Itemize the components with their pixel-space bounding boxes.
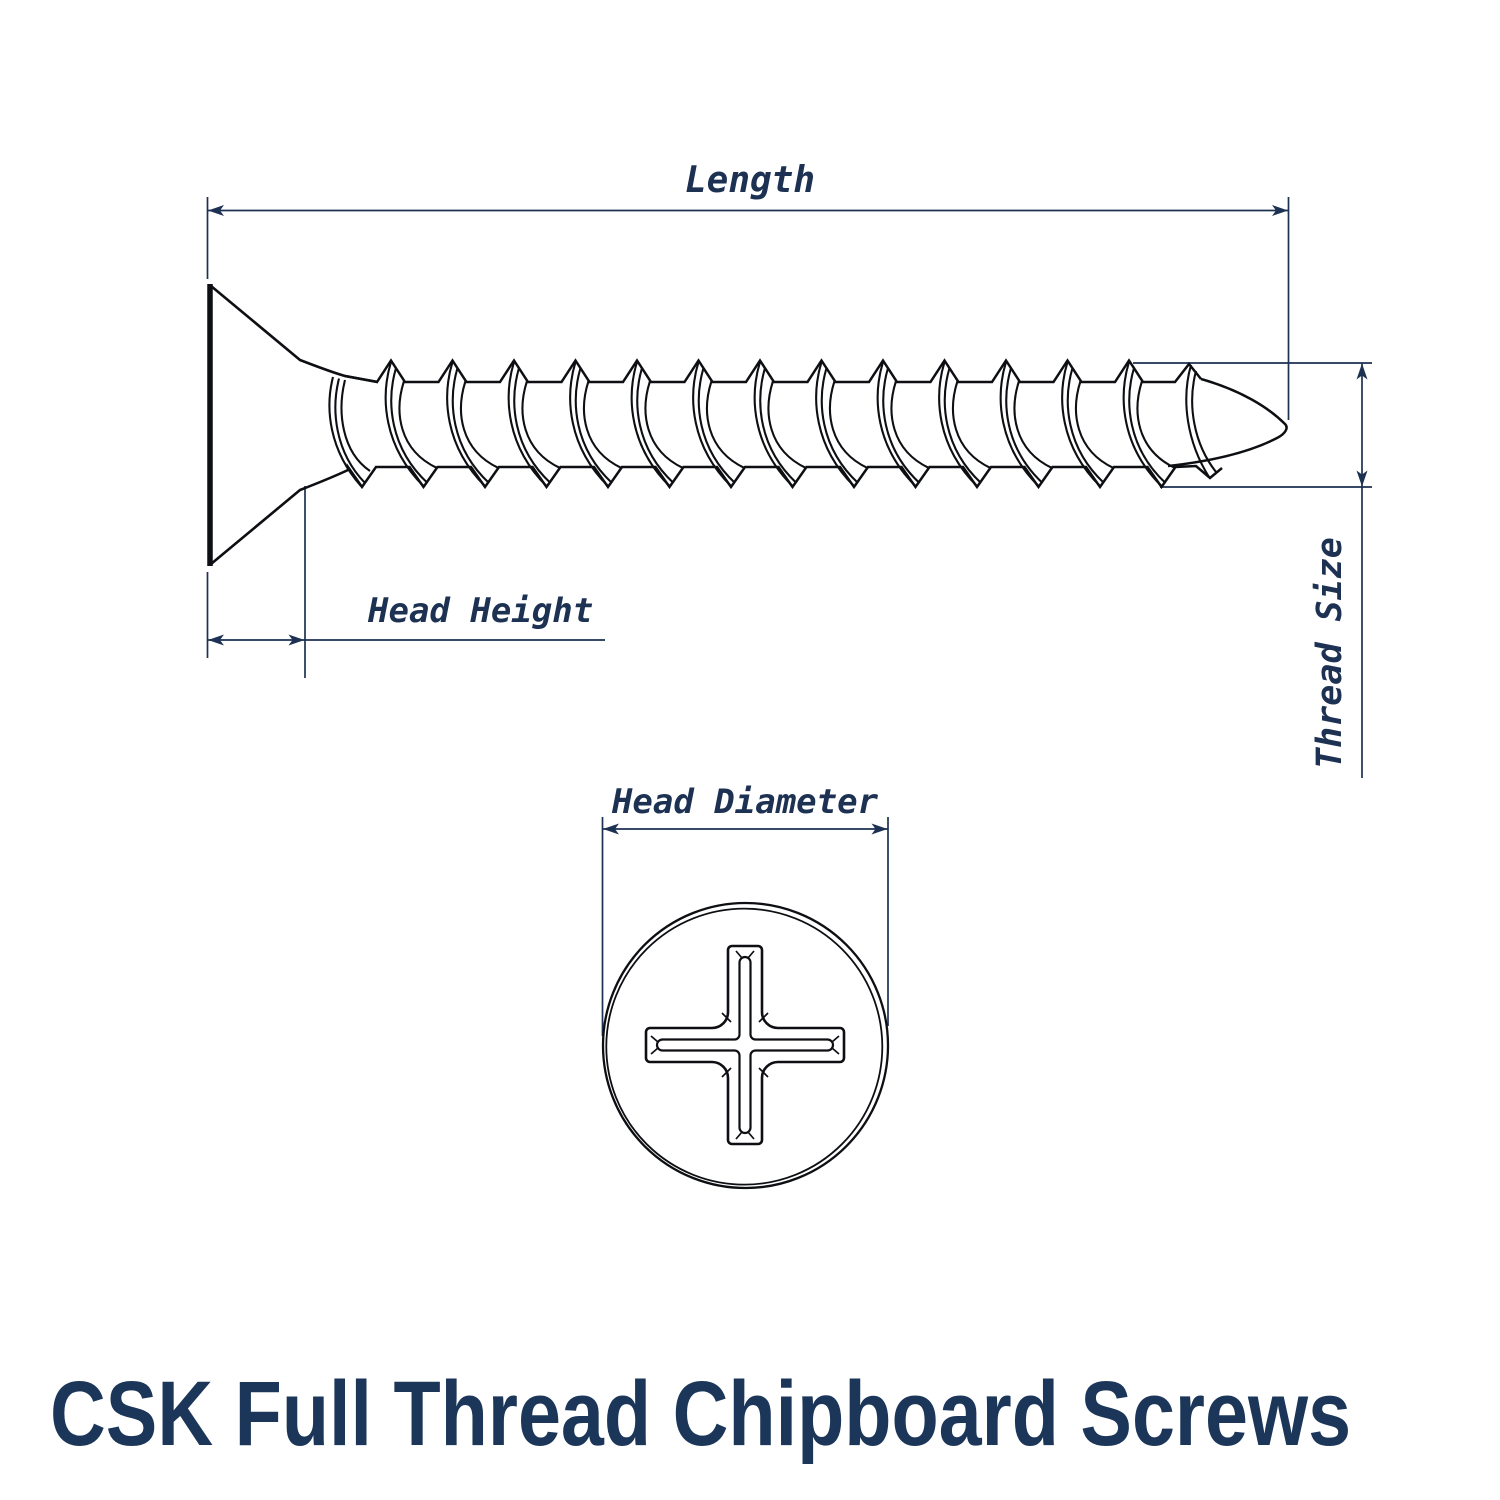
head-height-label: Head Height xyxy=(368,591,594,631)
thread-size-label: Thread Size xyxy=(1310,537,1350,769)
length-label: Length xyxy=(684,160,816,201)
length-extension-lines xyxy=(208,197,1289,420)
length-dimension xyxy=(208,197,1289,420)
screw-head-bottom-edge xyxy=(211,470,348,564)
phillips-recess-outline xyxy=(646,946,844,1144)
head-height-dimension xyxy=(208,486,606,678)
phillips-chamfer-ticks xyxy=(651,951,839,1139)
screw-head-top-view xyxy=(603,903,888,1188)
head-diameter-label: Head Diameter xyxy=(611,782,879,822)
screw-side-view xyxy=(210,284,1287,566)
head-diameter-extension-lines xyxy=(603,817,889,1036)
diagram-title: CSK Full Thread Chipboard Screws xyxy=(50,1363,1352,1465)
head-diameter-dimension xyxy=(603,817,889,1036)
screw-head-top-edge xyxy=(211,286,378,382)
head-height-extension-lines xyxy=(208,486,306,678)
phillips-recess-slot xyxy=(657,957,833,1133)
